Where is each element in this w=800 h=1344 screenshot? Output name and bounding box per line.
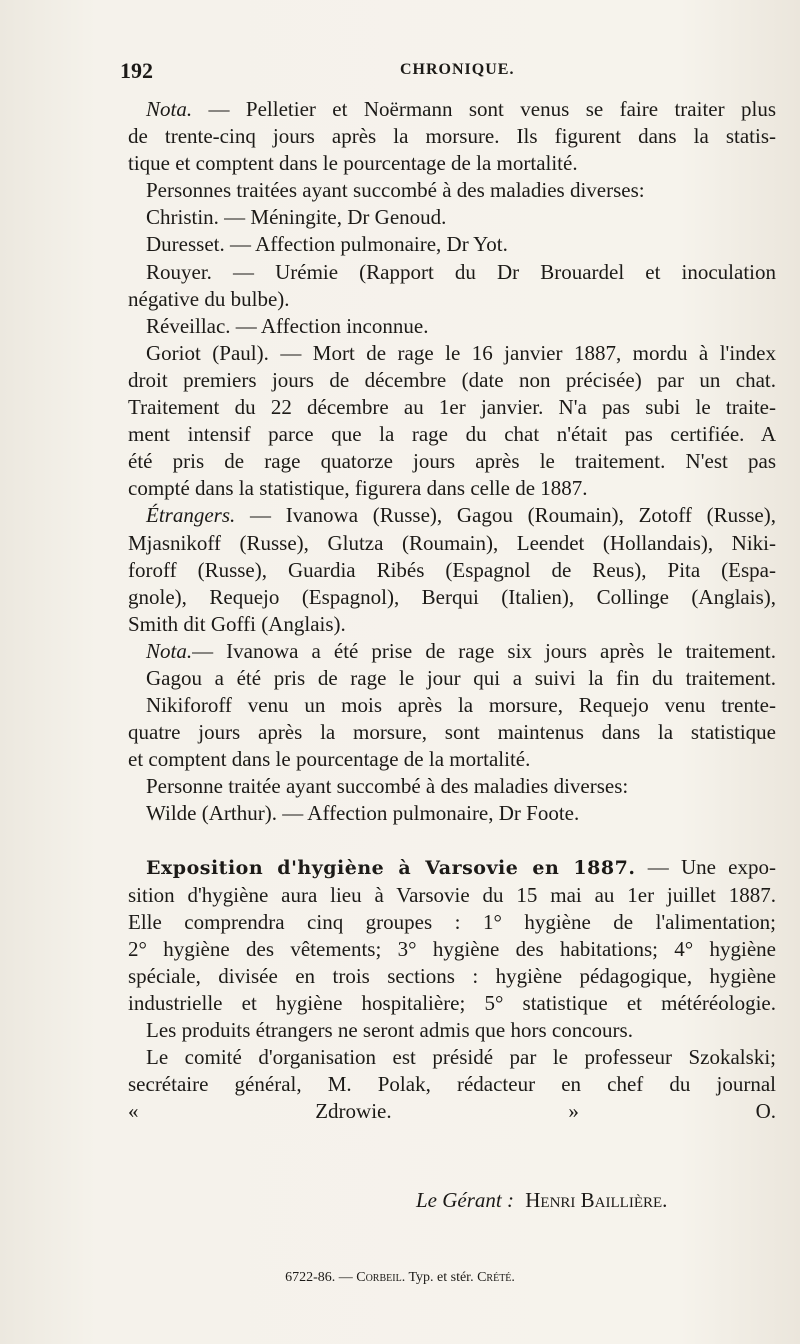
text-line: droit premiers jours de décembre (date non précisée) par un chat. bbox=[128, 367, 776, 392]
text-line: Réveillac. — Affection inconnue. bbox=[146, 313, 429, 338]
text-line: gnole), Requejo (Espagnol), Berqui (Italien), Collinge (Anglais), bbox=[128, 584, 776, 609]
paragraph-etrangers bbox=[128, 502, 776, 529]
text-line: « Zdrowie. » O. bbox=[128, 1099, 776, 1124]
printer-imprint bbox=[0, 1270, 800, 1286]
printer-number: 6722-86. — bbox=[285, 1270, 353, 1285]
text-line: compté dans la statistique, figurera dans celle de 1887. bbox=[128, 476, 588, 501]
text-line: ment intensif parce que la rage du chat n'était pas certifiée. A bbox=[128, 422, 776, 447]
text-line: secrétaire général, M. Polak, rédacteur en chef du journal bbox=[128, 1072, 776, 1097]
printer-name: Crété. bbox=[477, 1270, 515, 1285]
text-line: — Ivanowa (Russe), Gagou (Roumain), Zotoff (Russe), bbox=[249, 503, 776, 528]
section-exposition bbox=[128, 854, 776, 882]
etrangers-label: Étrangers. bbox=[146, 503, 236, 528]
text-line: foroff (Russe), Guardia Ribés (Espagnol de Reus), Pita (Espa- bbox=[128, 557, 776, 582]
page-header bbox=[120, 58, 770, 86]
text-line: — Pelletier et Noërmann sont venus se faire traiter plus bbox=[208, 97, 776, 121]
text-line: industrielle et hygiène hospitalière; 5° statistique et météréologie. bbox=[128, 991, 776, 1015]
text-line: de trente-cinq jours après la morsure. Ils figurent dans la statis- bbox=[128, 124, 776, 149]
text-line: Nikiforoff venu un mois après la morsure, Requejo venu trente- bbox=[146, 693, 776, 718]
signature-name: Henri Baillière. bbox=[525, 1188, 668, 1212]
text-line: été pris de rage quatorze jours après le traitement. N'est pas bbox=[128, 449, 776, 474]
text-line: spéciale, divisée en trois sections : hygiène pédagogique, hygiène bbox=[128, 963, 776, 988]
text-line: Gagou a été pris de rage le jour qui a suivi la fin du traitement. bbox=[146, 665, 776, 690]
signature bbox=[416, 1188, 667, 1213]
section-gap bbox=[128, 828, 776, 854]
text-line: Wilde (Arthur). — Affection pulmonaire, Dr Foote. bbox=[146, 801, 580, 826]
text-line: Personnes traitées ayant succombé à des maladies diverses: bbox=[146, 178, 645, 203]
text-line: Duresset. — Affection pulmonaire, Dr Yot. bbox=[146, 232, 508, 257]
nota-label: Nota. bbox=[146, 97, 193, 121]
text-line: — Une expo- bbox=[647, 854, 776, 879]
paragraph-nota-1 bbox=[128, 96, 776, 123]
text-line: Rouyer. — Urémie (Rapport du Dr Brouardel et inoculation bbox=[146, 259, 776, 284]
text-line: — Ivanowa a été prise de rage six jours après le traitement. bbox=[192, 638, 776, 663]
body-text bbox=[128, 96, 776, 1125]
text-line: Les produits étrangers ne seront admis que hors concours. bbox=[146, 1018, 633, 1043]
text-line: Christin. — Méningite, Dr Genoud. bbox=[146, 205, 447, 230]
text-line: négative du bulbe). bbox=[128, 286, 290, 311]
page-number: 192 bbox=[120, 58, 153, 83]
text-line: Goriot (Paul). — Mort de rage le 16 janvier 1887, mordu à l'index bbox=[146, 340, 776, 365]
printer-text: Typ. et stér. bbox=[408, 1270, 474, 1285]
text-line: Smith dit Goffi (Anglais). bbox=[128, 611, 346, 636]
signature-label: Le Gérant : bbox=[416, 1188, 514, 1212]
running-title: CHRONIQUE. bbox=[400, 61, 515, 78]
text-line: Le comité d'organisation est présidé par le professeur Szokalski; bbox=[146, 1045, 776, 1070]
text-line: Traitement du 22 décembre au 1er janvier. N'a pas subi le traite- bbox=[128, 395, 776, 420]
text-line: Elle comprendra cinq groupes : 1° hygiène de l'alimentation; bbox=[128, 909, 776, 934]
paragraph-nota-2 bbox=[128, 638, 776, 665]
nota-label: Nota. bbox=[146, 638, 193, 663]
section-title: Exposition d'hygiène à Varsovie en 1887. bbox=[146, 856, 636, 879]
text-line: Mjasnikoff (Russe), Glutza (Roumain), Leendet (Hollandais), Niki- bbox=[128, 530, 776, 555]
text-line: 2° hygiène des vêtements; 3° hygiène des habitations; 4° hygiène bbox=[128, 936, 776, 961]
printer-city: Corbeil. bbox=[356, 1270, 406, 1285]
text-line: sition d'hygiène aura lieu à Varsovie du 15 mai au 1er juillet 1887. bbox=[128, 882, 776, 907]
text-line: et comptent dans le pourcentage de la mortalité. bbox=[128, 747, 531, 772]
text-line: quatre jours après la morsure, sont maintenus dans la statistique bbox=[128, 720, 776, 745]
text-line: Personne traitée ayant succombé à des maladies diverses: bbox=[146, 774, 629, 799]
text-line: tique et comptent dans le pourcentage de la mortalité. bbox=[128, 151, 578, 176]
